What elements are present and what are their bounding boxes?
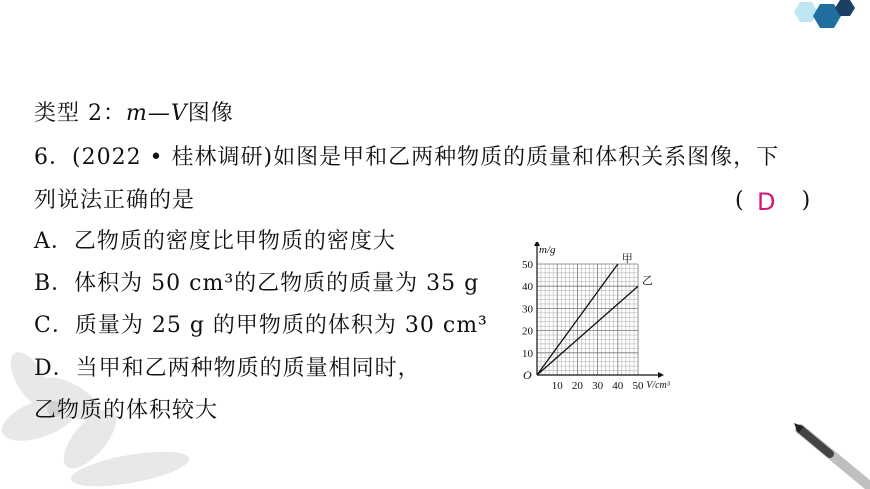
question-stem-line1: 6．(2022 • 桂林调研)如图是甲和乙两种物质的质量和体积关系图像，下 [34,145,780,170]
x-tick-label: 40 [612,380,624,390]
x-tick-label: 50 [632,380,644,390]
hexagon-decoration-icon [790,0,860,34]
answer-bracket: ( ) [735,188,811,213]
option-c: C．质量为 25 g 的甲物质的体积为 30 cm³ [34,313,488,338]
option-a: A．乙物质的密度比甲物质的密度大 [34,229,396,254]
origin-label: O [523,368,532,382]
question-stem-line2: 列说法正确的是 [34,188,196,213]
x-tick-label: 20 [571,380,583,390]
y-axis-label: m/g [539,244,556,256]
y-tick-label: 30 [522,303,533,316]
x-axis-arrow-icon [658,372,664,378]
option-d: D．当甲和乙两种物质的质量相同时， [34,356,421,381]
x-tick-label: 10 [551,380,563,390]
y-tick-label: 10 [522,347,533,360]
x-axis-label: V/cm³ [646,380,670,390]
series-label-2: 乙 [642,275,653,288]
answer-letter: D [757,188,776,216]
pen-decoration-icon [790,419,870,489]
x-tick-label: 30 [592,380,604,390]
y-tick-label: 40 [522,281,533,294]
series-label-1: 甲 [621,253,633,265]
option-b: B．体积为 50 cm³的乙物质的质量为 35 g [34,271,480,296]
section-title: 类型 2：m—V图像 [34,101,234,126]
mass-volume-chart [510,242,700,390]
y-tick-label: 50 [522,259,533,271]
y-tick-label: 20 [522,325,533,338]
option-d-continued: 乙物质的体积较大 [34,398,219,423]
